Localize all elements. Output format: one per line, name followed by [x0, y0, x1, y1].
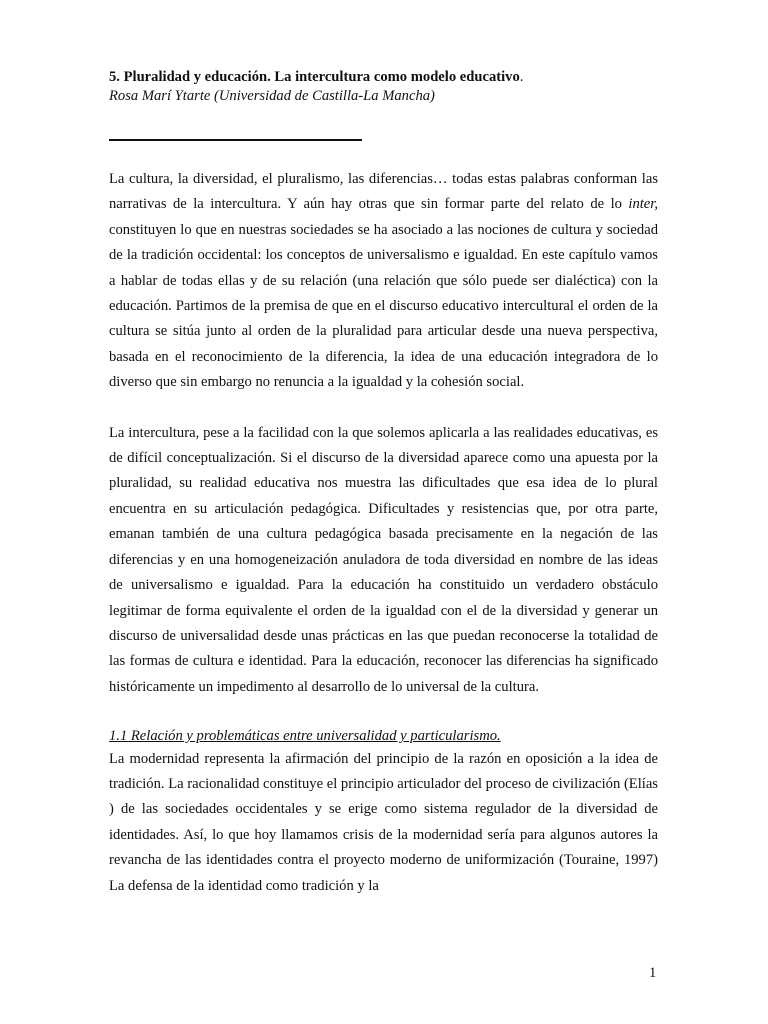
page-number: 1	[649, 965, 657, 981]
paragraph-1-part-b: constituyen lo que en nuestras sociedades se ha asociado a las nociones de cultura y sociedad de la tradición occidental: los conceptos de universalismo e igualdad. En este capítulo vamos a hablar de todas ellas y de su relación (una relación que sólo puede ser dialéctica) con la educación. Partimos de la premisa de que en el discurso educativo intercultural el orden de la cultura se sitúa junto al orden de la pluralidad para articular desde una nueva perspectiva, basada en el reconocimiento de la diferencia, la idea de una educación integradora de lo diverso que sin embargo no renuncia a la igualdad y la cohesión social.	[109, 221, 658, 391]
paragraph-1	[109, 167, 658, 396]
author-line: Rosa Marí Ytarte (Universidad de Castilla-La Mancha)	[109, 88, 435, 104]
separator-rule	[109, 139, 362, 141]
paragraph-1-part-a: La cultura, la diversidad, el pluralismo, las diferencias… todas estas palabras conforman las narrativas de la intercultura. Y aún hay otras que sin formar parte del relato de lo	[109, 171, 658, 213]
document-title	[109, 68, 658, 87]
paragraph-2: La intercultura, pese a la facilidad con la que solemos aplicarla a las realidades educativas, es de difícil conceptualización. Si el discurso de la diversidad aparece como una apuesta por la pluralidad, su realidad educativa nos muestra las dificultades que esa idea de lo plural encuentra en su articulación pedagógica. Dificultades y resistencias que, por otra parte, emanan también de una cultura pedagógica basada precisamente en la negación de las diferencias y en una homogeneización anuladora de toda diversidad en nombre de las ideas de universalismo e igualdad. Para la educación ha constituido un verdadero obstáculo legitimar de forma equivalente el orden de la igualdad con el de la diversidad y generar un discurso de universalidad desde unas prácticas en las que puedan reconocerse la totalidad de las formas de cultura e identidad. Para la educación, reconocer las diferencias ha significado históricamente un impedimento al desarrollo de lo universal de la cultura.	[109, 424, 658, 695]
inter-term: inter,	[628, 196, 658, 213]
title-period: .	[519, 69, 524, 85]
document-page	[109, 68, 658, 899]
title-text: 5. Pluralidad y educación. La intercultura como modelo educativo	[109, 69, 520, 85]
section-heading: 1.1 Relación y problemáticas entre universalidad y particularismo.	[109, 728, 501, 745]
paragraph-3: La modernidad representa la afirmación del principio de la razón en oposición a la idea de tradición. La racionalidad constituye el principio articulador del proceso de civilización (Elías ) de las sociedades occidentales y se erige como sistema regulador de la diversidad de identidades. Así, lo que hoy llamamos crisis de la modernidad sería para algunos autores la revancha de las identidades contra el proyecto moderno de uniformización (Touraine, 1997) La defensa de la identidad como tradición y la	[109, 750, 658, 894]
